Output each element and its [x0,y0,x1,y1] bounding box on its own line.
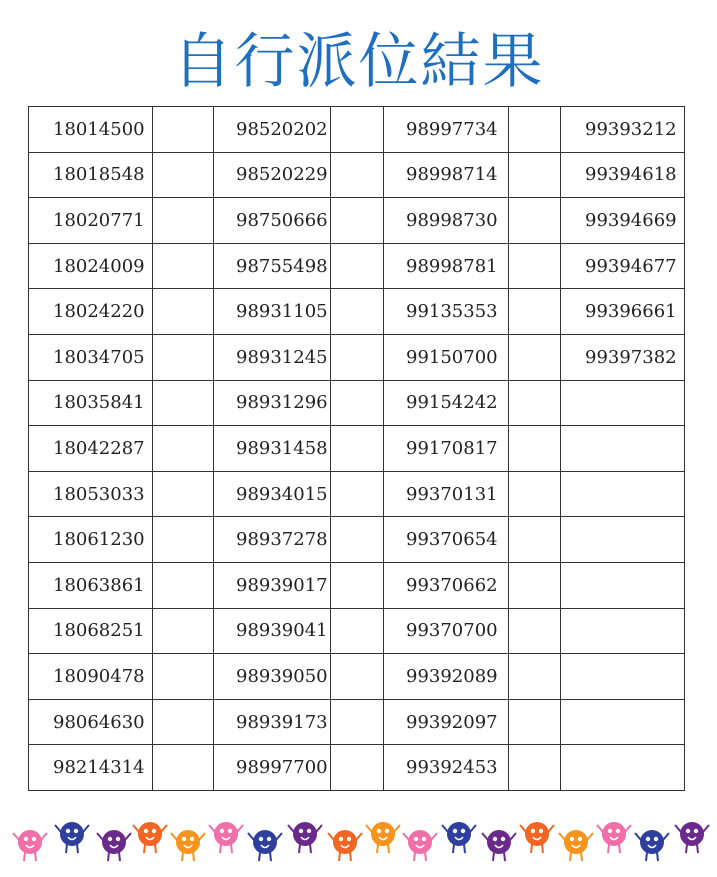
blank-cell [153,334,214,380]
smiley-character-icon [55,822,89,853]
smiley-character-icon [328,830,362,861]
smiley-character-icon [248,830,282,861]
ticket-number-cell: 18063861 [29,562,153,608]
ticket-number-cell: 98934015 [214,471,331,517]
blank-cell [509,380,561,426]
blank-cell [331,334,384,380]
blank-cell [331,745,384,791]
table-row [29,699,685,745]
ticket-number-cell [561,699,685,745]
ticket-number-cell: 98214314 [29,745,153,791]
blank-cell [331,517,384,563]
ticket-number-cell [561,562,685,608]
blank-cell [331,471,384,517]
blank-cell [153,654,214,700]
ticket-number-cell: 98520202 [214,107,331,153]
ticket-number-cell: 99397382 [561,334,685,380]
table-row [29,562,685,608]
smiley-character-icon [559,830,593,861]
blank-cell [331,289,384,335]
ticket-number-cell: 98931296 [214,380,331,426]
table-row [29,107,685,153]
ticket-number-cell: 98997734 [384,107,509,153]
ticket-number-cell: 18042287 [29,426,153,472]
ticket-number-cell: 99370654 [384,517,509,563]
smiley-character-icon [635,830,669,861]
blank-cell [153,745,214,791]
blank-cell [153,380,214,426]
blank-cell [509,699,561,745]
smiley-character-icon [403,830,437,861]
blank-cell [331,107,384,153]
smiley-character-icon [288,822,322,853]
table-row [29,198,685,244]
ticket-number-cell: 98998730 [384,198,509,244]
blank-cell [509,334,561,380]
smiley-character-icon [97,830,131,861]
table-row [29,517,685,563]
blank-cell [331,243,384,289]
blank-cell [331,654,384,700]
ticket-number-cell: 98998781 [384,243,509,289]
ticket-number-cell: 98931458 [214,426,331,472]
ticket-number-cell: 99392097 [384,699,509,745]
blank-cell [331,562,384,608]
ticket-number-cell: 98997700 [214,745,331,791]
footer-decoration [0,810,717,870]
ticket-number-cell: 99393212 [561,107,685,153]
ticket-number-cell [561,471,685,517]
smiley-character-icon [13,830,47,861]
ticket-number-cell: 99370131 [384,471,509,517]
results-table [28,106,685,791]
ticket-number-cell: 98998714 [384,152,509,198]
blank-cell [509,562,561,608]
ticket-number-cell: 99392089 [384,654,509,700]
ticket-number-cell: 98064630 [29,699,153,745]
blank-cell [153,107,214,153]
blank-cell [153,152,214,198]
ticket-number-cell: 98931105 [214,289,331,335]
ticket-number-cell: 99394677 [561,243,685,289]
ticket-number-cell: 98939173 [214,699,331,745]
table-row [29,289,685,335]
blank-cell [509,426,561,472]
ticket-number-cell [561,426,685,472]
blank-cell [509,198,561,244]
table-row [29,745,685,791]
ticket-number-cell: 18020771 [29,198,153,244]
blank-cell [509,608,561,654]
ticket-number-cell: 18090478 [29,654,153,700]
blank-cell [153,608,214,654]
smiley-character-icon [171,830,205,861]
ticket-number-cell: 18053033 [29,471,153,517]
table-row [29,426,685,472]
ticket-number-cell: 99394618 [561,152,685,198]
ticket-number-cell [561,517,685,563]
ticket-number-cell: 18018548 [29,152,153,198]
smiley-character-icon [133,822,167,853]
ticket-number-cell: 99370700 [384,608,509,654]
ticket-number-cell [561,745,685,791]
ticket-number-cell [561,380,685,426]
blank-cell [153,471,214,517]
ticket-number-cell: 99135353 [384,289,509,335]
blank-cell [331,608,384,654]
ticket-number-cell: 18068251 [29,608,153,654]
table-row [29,608,685,654]
table-row [29,380,685,426]
ticket-number-cell: 99392453 [384,745,509,791]
blank-cell [509,107,561,153]
ticket-number-cell: 18014500 [29,107,153,153]
ticket-number-cell: 98755498 [214,243,331,289]
blank-cell [331,198,384,244]
ticket-number-cell [561,654,685,700]
smiley-character-icon [482,830,516,861]
blank-cell [509,152,561,198]
ticket-number-cell: 99396661 [561,289,685,335]
blank-cell [153,699,214,745]
blank-cell [509,471,561,517]
blank-cell [153,426,214,472]
ticket-number-cell: 99170817 [384,426,509,472]
ticket-number-cell: 98939050 [214,654,331,700]
smiley-character-icon [442,822,476,853]
ticket-number-cell: 99370662 [384,562,509,608]
blank-cell [153,243,214,289]
blank-cell [153,517,214,563]
table-row [29,334,685,380]
blank-cell [509,654,561,700]
ticket-number-cell: 98937278 [214,517,331,563]
table-row [29,152,685,198]
ticket-number-cell: 98939041 [214,608,331,654]
smiley-character-icon [209,822,243,853]
ticket-number-cell: 18024009 [29,243,153,289]
ticket-number-cell: 98750666 [214,198,331,244]
ticket-number-cell: 18034705 [29,334,153,380]
ticket-number-cell: 98931245 [214,334,331,380]
blank-cell [331,152,384,198]
blank-cell [509,243,561,289]
blank-cell [509,289,561,335]
ticket-number-cell: 99394669 [561,198,685,244]
blank-cell [509,745,561,791]
blank-cell [331,699,384,745]
blank-cell [331,380,384,426]
ticket-number-cell: 18035841 [29,380,153,426]
ticket-number-cell: 98939017 [214,562,331,608]
ticket-number-cell: 98520229 [214,152,331,198]
blank-cell [509,517,561,563]
smiley-character-icon [675,822,709,853]
smiley-character-icon [366,822,400,853]
table-row [29,243,685,289]
ticket-number-cell: 18024220 [29,289,153,335]
ticket-number-cell: 99154242 [384,380,509,426]
smiley-character-icon [597,822,631,853]
blank-cell [153,198,214,244]
table-row [29,654,685,700]
blank-cell [331,426,384,472]
ticket-number-cell: 18061230 [29,517,153,563]
table-row [29,471,685,517]
blank-cell [153,562,214,608]
smiley-character-icon [520,822,554,853]
page-title: 自行派位結果 [172,27,545,97]
ticket-number-cell: 99150700 [384,334,509,380]
ticket-number-cell [561,608,685,654]
blank-cell [153,289,214,335]
